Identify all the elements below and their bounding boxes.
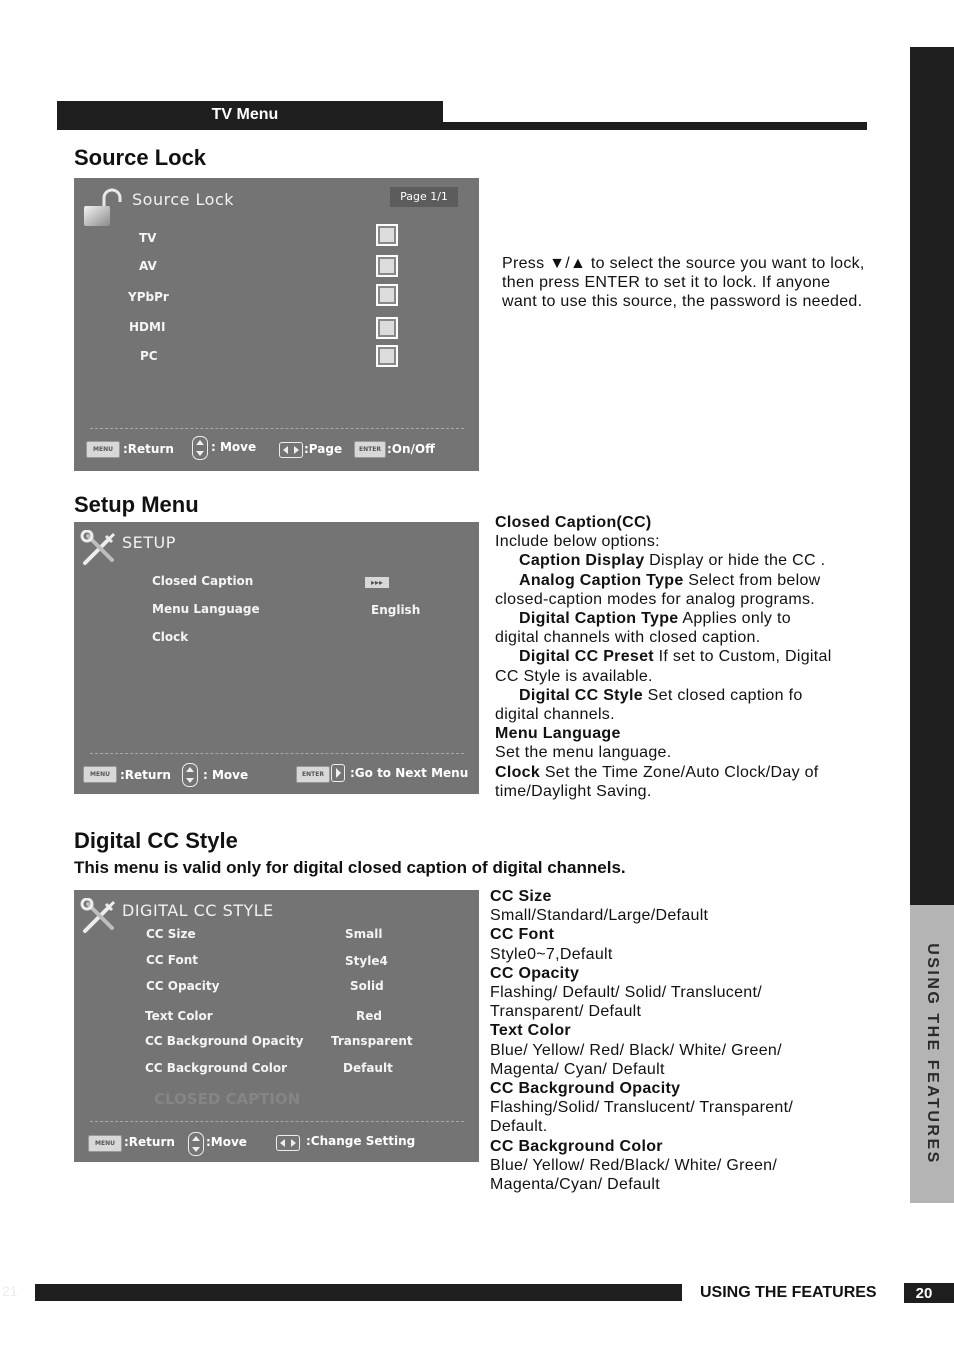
footer-return: :Return [123,442,174,456]
option-label: Text Color [490,1022,571,1040]
left-right-icon [276,1135,300,1151]
digital-cc-style-text-2: digital channels. [495,706,615,724]
source-lock-heading: Source Lock [74,145,207,170]
closed-caption-preview: CLOSED CAPTION [154,1090,301,1108]
setup-menu-heading: Setup Menu [74,492,199,517]
enter-key-icon: ENTER [354,441,386,458]
lock-icon [82,186,126,228]
setup-item-menu-language[interactable]: Menu Language [152,602,260,616]
screen-title: SETUP [122,533,176,552]
setup-description [495,513,880,801]
option-label: CC Background Opacity [490,1080,681,1098]
submenu-arrow-icon: ▸▸▸ [365,577,389,588]
option-text: Blue/ Yellow/ Red/Black/ White/ Green/ [490,1156,778,1174]
source-item-hdmi[interactable]: HDMI [129,320,166,334]
caption-display-text: Display or hide the CC . [644,552,826,570]
up-down-icon [182,763,198,787]
footer-change-setting: :Change Setting [306,1134,416,1148]
menu-language-text: Set the menu language. [495,744,672,762]
digital-caption-type-text-2: digital channels with closed caption. [495,629,761,647]
analog-caption-text: Select from below [683,571,821,589]
source-lock-description: Press ▼/▲ to select the source you want to lock, then press ENTER to set it to lock. If anyone want to use this source, the password is needed. [502,255,865,311]
source-item-ypbpr[interactable]: YPbPr [128,290,169,304]
footer-bar [35,1284,682,1301]
footer-return: :Return [120,768,171,782]
lock-checkbox-pc[interactable] [376,345,398,367]
digital-caption-type-text: Applies only to [678,610,791,628]
enter-key-icon: ENTER [296,766,330,783]
faint-page-number: 21 [2,1283,18,1299]
cc-item-text-color[interactable]: Text Color [145,1009,213,1023]
option-label: CC Opacity [490,964,580,982]
lock-checkbox-av[interactable] [376,255,398,277]
option-text: Blue/ Yellow/ Red/ Black/ White/ Green/ [490,1041,782,1059]
divider [90,428,464,429]
lock-checkbox-tv[interactable] [376,224,398,246]
clock-label: Clock [495,763,541,781]
digital-cc-preset-text: If set to Custom, Digital [653,648,832,666]
lock-checkbox-hdmi[interactable] [376,317,398,339]
option-label: CC Size [490,888,552,905]
background-opacity-value: Transparent [331,1034,413,1048]
source-item-pc[interactable]: PC [140,349,158,363]
side-tab-label: USING THE FEATURES [924,943,941,1165]
analog-caption-label: Analog Caption Type [519,571,684,589]
cc-item-size[interactable]: CC Size [146,927,196,941]
menu-language-value: English [371,603,421,617]
footer-next-menu: :Go to Next Menu [350,766,469,780]
option-text: Flashing/ Default/ Solid/ Translucent/ [490,984,762,1002]
caption-display-label: Caption Display [519,552,645,570]
option-text: Magenta/Cyan/ Default [490,1176,660,1194]
cc-item-background-opacity[interactable]: CC Background Opacity [145,1034,304,1048]
setup-screen [74,522,479,794]
footer-label: USING THE FEATURES [700,1284,877,1301]
footer-move: : Move [211,440,257,454]
tools-icon [80,898,118,936]
footer-onoff: :On/Off [387,442,435,456]
divider [90,753,464,754]
option-text: Style0~7,Default [490,945,613,963]
digital-cc-preset-text-2: CC Style is available. [495,667,653,685]
digital-caption-type-label: Digital Caption Type [519,610,679,628]
screen-title: Source Lock [132,190,235,209]
digital-cc-options [490,887,890,1194]
source-item-tv[interactable]: TV [139,231,157,245]
text-color-value: Red [356,1009,382,1023]
source-item-av[interactable]: AV [139,259,157,273]
cc-font-value: Style4 [345,954,388,968]
background-color-value: Default [343,1061,393,1075]
option-label: CC Font [490,926,555,944]
setup-item-clock[interactable]: Clock [152,630,189,644]
digital-cc-preset-label: Digital CC Preset [519,648,654,666]
screen-title: DIGITAL CC STYLE [122,901,274,920]
up-down-icon [192,436,208,460]
analog-caption-text-2: closed-caption modes for analog programs. [495,590,816,608]
option-text: Default. [490,1118,548,1136]
option-text: Flashing/Solid/ Translucent/ Transparent/ [490,1099,794,1117]
option-label: CC Background Color [490,1137,663,1155]
digital-cc-screen [74,890,479,1162]
footer-move: :Move [206,1135,247,1149]
divider [90,1121,464,1122]
up-down-icon [188,1132,204,1156]
option-text: Small/Standard/Large/Default [490,907,709,925]
cc-item-font[interactable]: CC Font [146,953,199,967]
lock-checkbox-ypbpr[interactable] [376,284,398,306]
right-arrow-icon [331,764,345,782]
menu-key-icon: MENU [86,441,120,458]
cc-item-background-color[interactable]: CC Background Color [145,1061,288,1075]
page-number: 20 [915,1285,933,1302]
source-lock-screen [74,178,479,471]
digital-cc-style-label: Digital CC Style [519,686,643,704]
digital-cc-heading: Digital CC Style [74,828,238,853]
cc-title: Closed Caption(CC) [495,514,652,531]
side-tab-dark [910,47,954,905]
menu-key-icon: MENU [83,766,117,783]
menu-key-icon: MENU [88,1135,122,1152]
header-label: TV Menu [211,106,279,123]
footer-page: :Page [304,442,343,456]
digital-cc-subheading: This menu is valid only for digital closed caption of digital channels. [74,858,626,877]
header-rule [443,122,867,130]
clock-text: Set the Time Zone/Auto Clock/Day of [540,763,819,781]
footer-return: :Return [124,1135,175,1149]
cc-size-value: Small [345,927,383,941]
setup-item-closed-caption[interactable]: Closed Caption [152,574,254,588]
clock-text-2: time/Daylight Saving. [495,782,652,800]
left-right-icon [279,442,303,458]
option-text: Transparent/ Default [490,1003,642,1021]
digital-cc-style-text: Set closed caption fo [642,686,803,704]
tools-icon [80,530,118,568]
cc-opacity-value: Solid [350,979,384,993]
page-indicator: Page 1/1 [390,187,458,207]
cc-intro: Include below options: [495,533,660,551]
cc-item-opacity[interactable]: CC Opacity [146,979,220,993]
option-text: Magenta/ Cyan/ Default [490,1060,665,1078]
menu-language-label: Menu Language [495,725,621,743]
footer-move: : Move [203,768,249,782]
